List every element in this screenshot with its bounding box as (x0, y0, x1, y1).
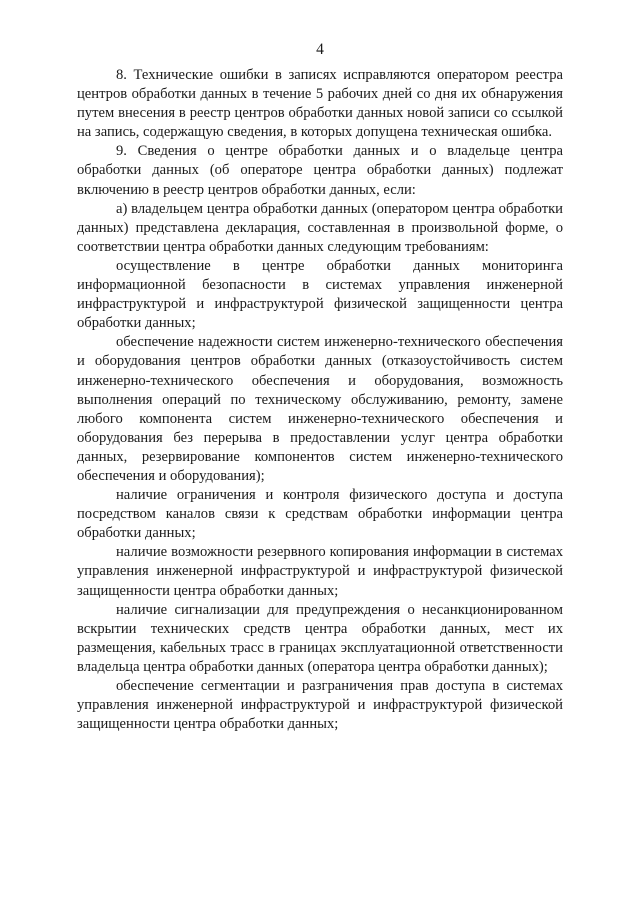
requirement-segmentation: обеспечение сегментации и разграничения прав доступа в системах управления инженерной инфраструктурой и инфраструктурой физической защищенности центра обработки данных; (77, 678, 563, 733)
requirement-security-monitoring: осуществление в центре обработки данных мониторинга информационной безопасности в системах управления инженерной инфраструктурой и инфраструктурой физической защищенности центра обработки данных; (77, 257, 563, 332)
requirement-backup: наличие возможности резервного копирования информации в системах управления инженерной инфраструктурой и инфраструктурой физической защищенности центра обработки данных; (77, 544, 563, 599)
paragraph-9a-declaration: а) владельцем центра обработки данных (оператором центра обработки данных) представлена декларация, составленная в произвольной форме, о соответствии центра обработки данных следующим требованиям: (77, 200, 563, 255)
requirement-reliability: обеспечение надежности систем инженерно-технического обеспечения и оборудования центров обработки данных (отказоустойчивость систем инженерно-технического обеспечения и оборудования, возможность выполнения операций по техническому обслуживанию, ремонту, замене любого компонента систем инженерно-технического обеспечения и оборудования без перерыва в предоставлении услуг центра обработки данных, резервирование компонентов систем инженерно-технического обеспечения и оборудования); (77, 334, 563, 484)
paragraph-9-registry-conditions: 9. Сведения о центре обработки данных и о владельце центра обработки данных (об операторе центра обработки данных) подлежат включению в реестр центров обработки данных, если: (77, 143, 563, 198)
paragraph-8-technical-errors: 8. Технические ошибки в записях исправляются оператором реестра центров обработки данных в течение 5 рабочих дней со дня их обнаружения путем внесения в реестр центров обработки данных новой записи со ссылкой на запись, содержащую сведения, в которых допущена техническая ошибка. (77, 67, 563, 141)
page-number: 4 (316, 41, 324, 58)
requirement-access-control: наличие ограничения и контроля физического доступа и доступа посредством каналов связи к средствам обработки информации центра обработки данных; (77, 487, 563, 542)
requirement-alarm: наличие сигнализации для предупреждения о несанкционированном вскрытии технических средств центра обработки данных, мест их размещения, кабельных трасс в границах эксплуатационной ответственности владельца центра обработки данных (оператора центра обработки данных); (77, 601, 563, 675)
document-body (77, 66, 563, 734)
